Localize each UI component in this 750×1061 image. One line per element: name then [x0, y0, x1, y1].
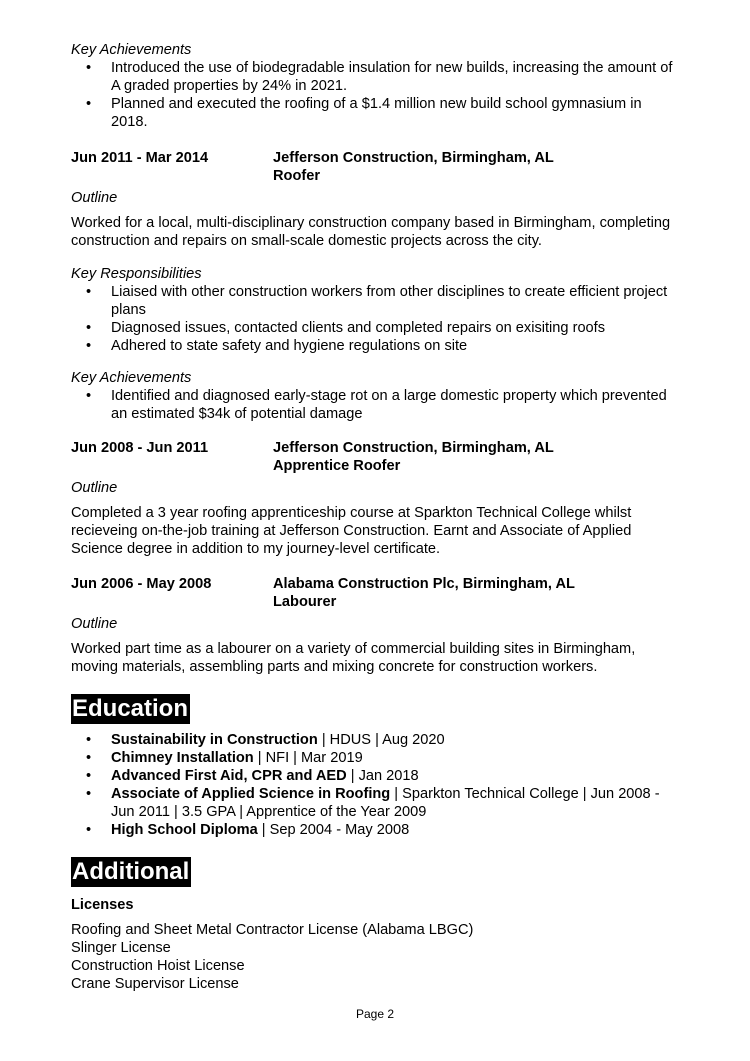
bullet: • [86, 822, 92, 838]
job-company: Jefferson Construction, Birmingham, AL [273, 440, 554, 456]
list-item: Slinger License [71, 940, 171, 956]
list-item: Construction Hoist License [71, 958, 245, 974]
bullet: • [86, 60, 92, 76]
job-company: Alabama Construction Plc, Birmingham, AL [273, 576, 575, 592]
job-header [71, 575, 681, 611]
bullet: • [86, 96, 92, 112]
list-item: • Diagnosed issues, contacted clients and completed repairs on exisiting roofs [86, 320, 606, 336]
outline-text: Worked part time as a labourer on a variety of commercial building sites in Birmingham, moving materials, assembling parts and mixing concrete for construction workers. [71, 641, 636, 675]
job-header [71, 149, 681, 185]
responsibilities-heading: Key Responsibilities [71, 266, 202, 282]
list-item: • Adhered to state safety and hygiene regulations on site [86, 338, 468, 354]
list-item: • Planned and executed the roofing of a $1.4 million new build school gymnasium in 2018. [86, 96, 642, 130]
job-entry [71, 575, 681, 676]
education-list [71, 731, 681, 839]
outline-heading: Outline [71, 480, 118, 496]
list-item: • Sustainability in Construction | HDUS | Aug 2020 [86, 732, 445, 748]
bullet: • [86, 786, 92, 802]
job-title: Roofer [273, 168, 321, 184]
list-item: • Liaised with other construction workers from other disciplines to create efficient project plans [86, 284, 668, 318]
outline-heading: Outline [71, 190, 118, 206]
list-item: • Introduced the use of biodegradable insulation for new builds, increasing the amount of A graded properties by 24% in 2021. [86, 60, 673, 94]
achievements-list [71, 387, 681, 423]
responsibilities-list [71, 283, 681, 355]
bullet: • [86, 750, 92, 766]
achievements-heading: Key Achievements [71, 42, 192, 58]
achievements-list [71, 59, 681, 131]
bullet: • [86, 388, 92, 404]
job-title: Apprentice Roofer [273, 458, 401, 474]
job-header [71, 439, 681, 475]
resume-page [71, 41, 681, 993]
bullet: • [86, 320, 92, 336]
job-dates: Jun 2006 - May 2008 [71, 576, 212, 592]
outline-text: Worked for a local, multi-disciplinary construction company based in Birmingham, completing construction and repairs on small-scale domestic projects across the city. [71, 215, 671, 249]
job-entry [71, 439, 681, 558]
list-item: • Identified and diagnosed early-stage rot on a large domestic property which prevented an estimated $34k of potential damage [86, 388, 667, 422]
bullet: • [86, 338, 92, 354]
licenses-list [71, 921, 681, 993]
list-item: • Associate of Applied Science in Roofing | Sparkton Technical College | Jun 2008 - Jun 2011 | 3.5 GPA | Apprentice of the Year 2009 [86, 786, 660, 820]
section-title-additional: Additional [72, 858, 190, 885]
list-item: Crane Supervisor License [71, 976, 239, 992]
achievements-heading: Key Achievements [71, 370, 192, 386]
job-dates: Jun 2008 - Jun 2011 [71, 440, 209, 456]
job-dates: Jun 2011 - Mar 2014 [71, 150, 209, 166]
job-company: Jefferson Construction, Birmingham, AL [273, 150, 554, 166]
list-item: • Chimney Installation | NFI | Mar 2019 [86, 750, 363, 766]
bullet: • [86, 768, 92, 784]
list-item: Roofing and Sheet Metal Contractor License (Alabama LBGC) [71, 922, 474, 938]
list-item: • High School Diploma | Sep 2004 - May 2008 [86, 822, 410, 838]
bullet: • [86, 732, 92, 748]
education-section [71, 694, 681, 839]
job-entry [71, 149, 681, 423]
bullet: • [86, 284, 92, 300]
licenses-heading: Licenses [71, 897, 134, 913]
list-item: • Advanced First Aid, CPR and AED | Jan 2018 [86, 768, 419, 784]
outline-heading: Outline [71, 616, 118, 632]
outline-text: Completed a 3 year roofing apprenticeship course at Sparkton Technical College whilst recieveing on-the-job training at Jefferson Construction. Earnt and Associate of Applied Science degree in addition to my journey-level certificate. [71, 505, 632, 557]
page-number: Page 2 [355, 1007, 395, 1021]
job-title: Labourer [273, 594, 337, 610]
section-title-education: Education [72, 695, 189, 722]
additional-section [71, 857, 681, 993]
